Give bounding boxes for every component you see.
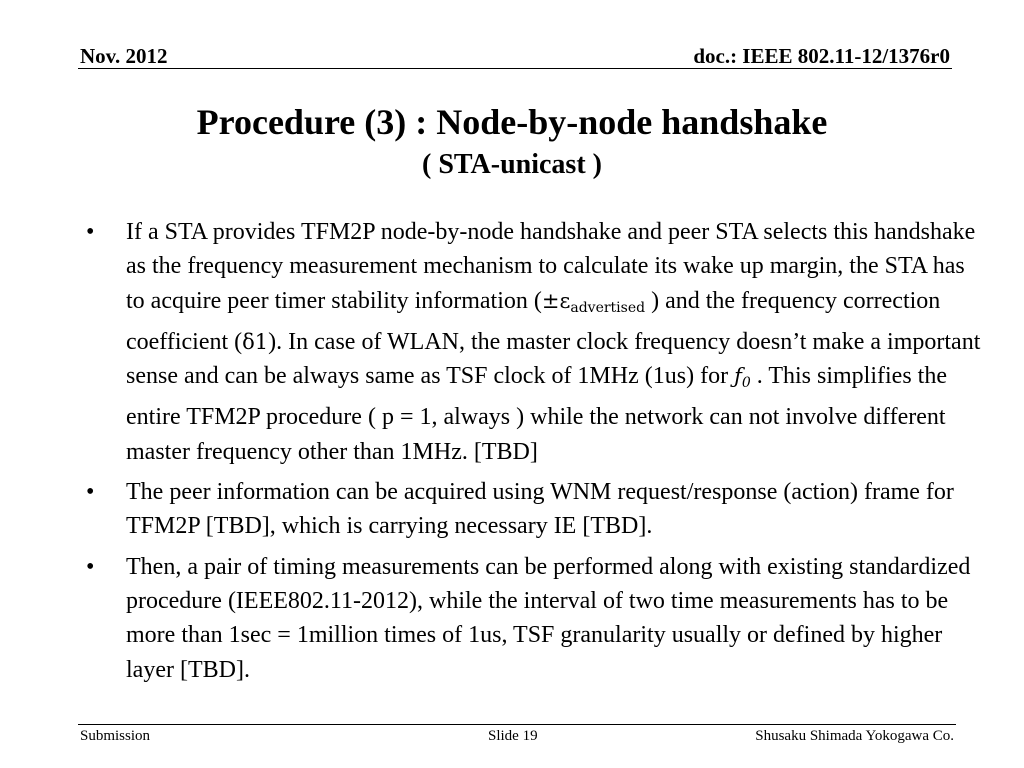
slide-title: Procedure (3) : Node-by-node handshake bbox=[196, 102, 828, 142]
footer-submission: Submission bbox=[80, 728, 151, 744]
bullet-1-text-d: . This simplifies the entire TFM2P procedure ( p = 1, always ) while the network can not involve different master frequency other than 1MHz. [TBD] bbox=[126, 363, 947, 465]
footer-divider bbox=[78, 724, 956, 725]
math-f0: $ƒ_0$ bbox=[734, 364, 751, 392]
bullet-1-text-b: ) and the frequency correction coefficient ( bbox=[126, 287, 941, 355]
bullet-item-2 bbox=[84, 475, 984, 544]
bullet-dot: • bbox=[86, 219, 95, 245]
bullet-item-3 bbox=[84, 550, 984, 687]
math-epsilon: $\pm\varepsilon_{advertised}$ bbox=[541, 288, 646, 316]
math-delta: δ1 bbox=[242, 329, 269, 354]
header-doc-id: doc.: IEEE 802.11-12/1376r0 bbox=[693, 44, 950, 68]
bullet-list bbox=[84, 215, 984, 693]
footer-slide-number: Slide 19 bbox=[488, 728, 538, 744]
slide-subtitle: ( STA-unicast ) bbox=[422, 149, 602, 180]
bullet-3-text: Then, a pair of timing measurements can be performed along with existing standardized procedure (IEEE802.11-2012), while the interval of two time measurements has to be more than 1sec = 1million times of 1us, TSF granularity usually or defined by higher layer [TBD]. bbox=[126, 553, 971, 683]
bullet-item-1 bbox=[84, 215, 984, 469]
header-divider bbox=[78, 68, 952, 69]
bullet-2-text: The peer information can be acquired using WNM request/response (action) frame for TFM2P [TBD], which is carrying necessary IE [TBD]. bbox=[126, 479, 954, 540]
bullet-dot: • bbox=[86, 479, 95, 506]
header-date: Nov. 2012 bbox=[80, 44, 168, 68]
bullet-dot: • bbox=[86, 553, 95, 580]
bullet-1-text-a: If a STA provides TFM2P node-by-node handshake and peer STA selects this handshake as the frequency measurement mechanism to calculate its wake up margin, the STA has to acquire peer timer stability information ( bbox=[126, 219, 976, 314]
bullet-1-text-c: ). In case of WLAN, the master clock frequency doesn’t make a important sense and can be always same as TSF clock of 1MHz (1us) for bbox=[126, 328, 981, 390]
footer-author: Shusaku Shimada Yokogawa Co. bbox=[755, 728, 954, 744]
